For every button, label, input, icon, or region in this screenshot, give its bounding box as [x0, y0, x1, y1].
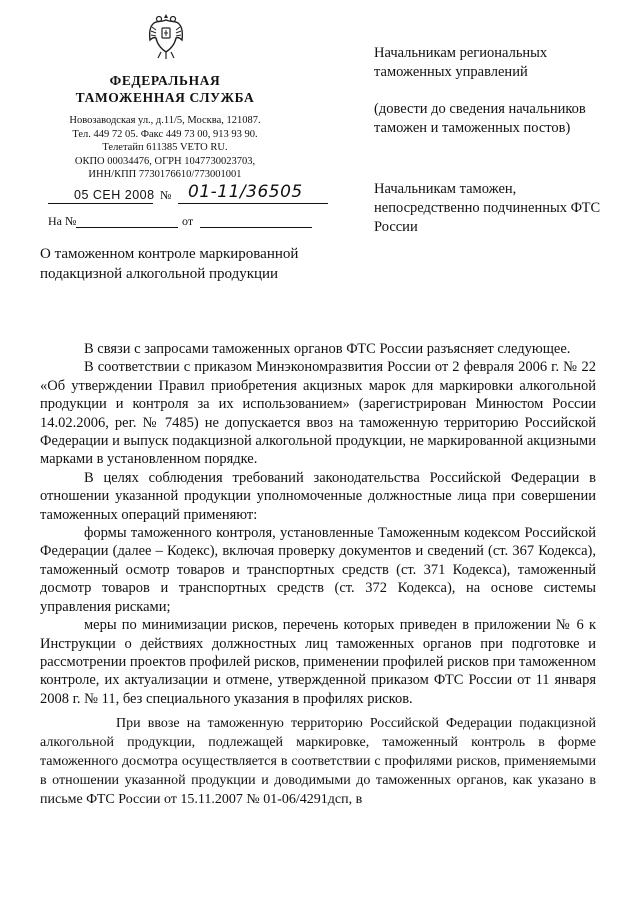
address-line: Новозаводская ул., д.11/5, Москва, 121087.	[69, 115, 261, 126]
body-paragraph-1: В связи с запросами таможенных органов ФТС России разъясняет следующее.	[84, 341, 571, 357]
number-underline	[178, 203, 328, 204]
letter-number: 01-11/36505	[188, 182, 303, 202]
reference-date-blank	[200, 227, 312, 228]
addressee-note: (довести до сведения начальников таможен и таможенных постов)	[374, 101, 586, 136]
reference-row	[48, 214, 308, 234]
reference-number-label: На №	[48, 214, 77, 228]
body-paragraph-5: меры по минимизации рисков, перечень которых приведен в приложении № 6 к Инструкции о действиях должностных лиц таможенных органов при подготовке и рассмотрении проектов профилей рисков, применении профилей рисков при таможенном контроле, их актуализации и отмене, утвержденной приказом ФТС России от 11 января 2008 г. № 11, без специального указания в профилях рисков.	[40, 617, 596, 707]
org-name-line2: ТАМОЖЕННАЯ СЛУЖБА	[75, 90, 255, 105]
reference-date-label: от	[182, 214, 194, 228]
org-name-line1: ФЕДЕРАЛЬНАЯ	[109, 73, 221, 88]
letter-date: 05 СЕН 2008	[74, 188, 155, 202]
reference-number-blank	[76, 227, 178, 228]
date-underline	[48, 203, 153, 204]
registration-row	[48, 182, 308, 208]
letter-subject: О таможенном контроле маркированной подакцизной алкогольной продукции	[40, 246, 299, 282]
teletype-line: Телетайп 611385 VETO RU.	[102, 142, 228, 153]
phone-line: Тел. 449 72 05. Факс 449 73 00, 913 93 90.	[72, 128, 258, 140]
number-sign: №	[160, 188, 172, 202]
body-paragraph-2: В соответствии с приказом Минэкономразвития России от 2 февраля 2006 г. № 22 «Об утверждении Правил приобретения акцизных марок для маркировки алкогольной продукции и контроля за их использованием» (зарегистрирован Минюстом России 14.02.2006, рег. № 7485) не допускается ввоз на таможенную территорию Российской Федерации и выпуск подакцизной алкогольной продукции, не маркированной акцизными марками в установленном порядке.	[40, 359, 596, 468]
body-paragraph-6: При ввозе на таможенную территорию Российской Федерации подакцизной алкогольной продукции, подлежащей маркировке, таможенный контроль в форме таможенного досмотра осуществляется в соответствии с профилями рисков, применяемыми в отношении указанной продукции и доводимыми до таможенных органов, как указано в письме ФТС России от 15.11.2007 № 01-06/4291дсп, в	[40, 716, 596, 808]
addressee-regional: Начальникам региональных таможенных управлений	[374, 45, 548, 80]
organization-name	[40, 72, 290, 106]
body-paragraph-4: формы таможенного контроля, установленные Таможенным кодексом Российской Федерации (далее – Кодекс), включая проверку документов и сведений (ст. 367 Кодекса), таможенный осмотр товаров и транспортных средств (ст. 371 Кодекса), таможенный досмотр товаров и транспортных средств (ст. 372 Кодекса), на основе системы управления рисками;	[40, 525, 596, 615]
letter-body	[40, 340, 596, 809]
inn-line: ИНН/КПП 7730176610/773001001	[88, 169, 242, 180]
body-paragraph-3: В целях соблюдения требований законодательства Российской Федерации в отношении указанной продукции уполномоченные должностные лица при совершении таможенных операций применяют:	[40, 469, 596, 523]
addressee-customs: Начальникам таможен, непосредственно подчиненных ФТС России	[374, 181, 601, 235]
okpo-line: ОКПО 00034476, ОГРН 1047730023703,	[74, 155, 256, 167]
double-headed-eagle-emblem-icon	[147, 10, 185, 62]
contact-details	[40, 114, 290, 182]
